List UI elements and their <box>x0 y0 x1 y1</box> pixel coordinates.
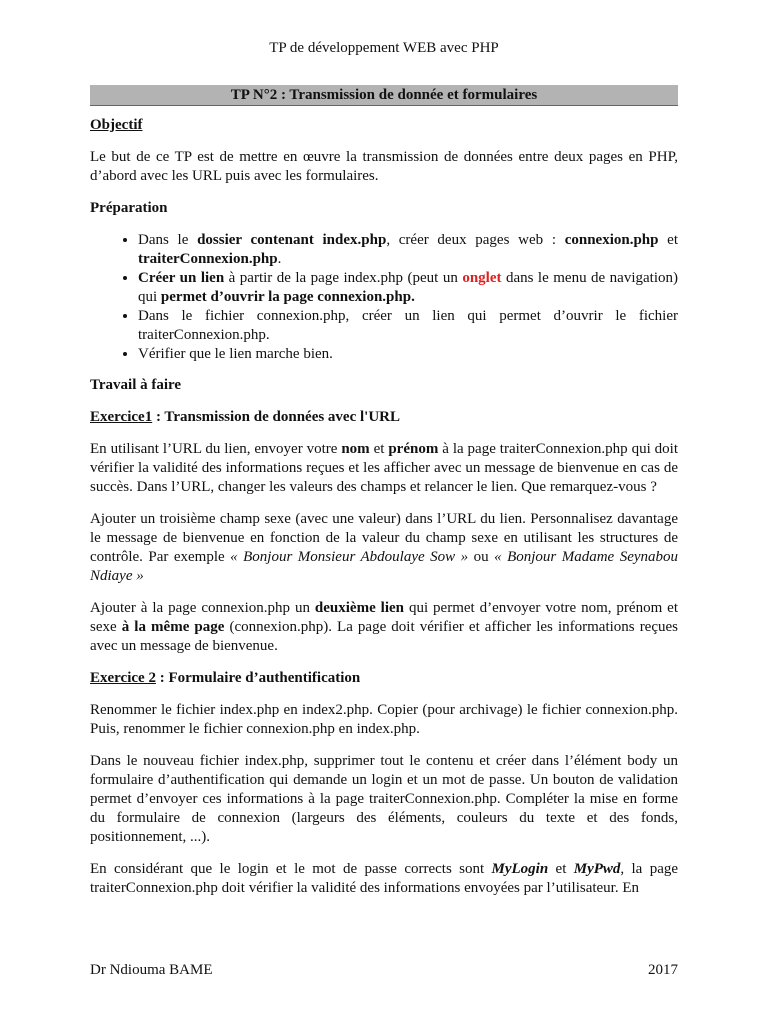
list-item: • Vérifier que le lien marche bien. <box>138 345 678 364</box>
exercise1-paragraph-3: Ajouter à la page connexion.php un deuxième lien qui permet d’envoyer votre nom, prénom et sexe à la même page (connexion.php). La page doit vérifier et afficher les informations reçues avec un message de bienvenue. <box>90 600 679 654</box>
preparation-heading: Préparation <box>90 200 168 216</box>
list-item: • Dans le fichier connexion.php, créer un lien qui permet d’ouvrir le fichier traiterConnexion.php. <box>138 307 678 345</box>
exercise2-paragraph-1: Renommer le fichier index.php en index2.php. Copier (pour archivage) le fichier connexion.php. Puis, renommer le fichier connexion.php en index.php. <box>90 702 678 737</box>
list-item: • Créer un lien à partir de la page index.php (peut un onglet dans le menu de navigation) qui permet d’ouvrir la page connexion.php. <box>138 269 678 307</box>
exercise2-heading: Exercice 2 : Formulaire d’authentification <box>90 670 361 686</box>
exercise1-heading: Exercice1 : Transmission de données avec l'URL <box>90 409 401 425</box>
footer-year: 2017 <box>648 962 678 978</box>
list-item: • Dans le dossier contenant index.php, créer deux pages web : connexion.php et traiterConnexion.php. <box>138 231 678 269</box>
document-body <box>90 116 678 911</box>
travail-heading: Travail à faire <box>90 377 182 393</box>
page-header: TP de développement WEB avec PHP <box>269 40 499 56</box>
exercise1-paragraph-2: Ajouter un troisième champ sexe (avec une valeur) dans l’URL du lien. Personnalisez davantage le message de bienvenue en fonction de la valeur du champ sexe en utilisant les structures de contrôle. Par exemple « Bonjour Monsieur Abdoulaye Sow » ou « Bonjour Madame Seynabou Ndiaye » <box>90 511 679 584</box>
document-page <box>90 0 678 1024</box>
exercise2-paragraph-3: En considérant que le login et le mot de passe corrects sont MyLogin et MyPwd, la page traiterConnexion.php doit vérifier la validité des informations envoyées par l’utilisateur. En <box>90 861 679 896</box>
page-title: TP N°2 : Transmission de donnée et formulaires <box>90 85 678 106</box>
exercise1-paragraph-1: En utilisant l’URL du lien, envoyer votre nom et prénom à la page traiterConnexion.php qui doit vérifier la validité des informations reçues et les afficher avec un message de bienvenue en cas de succès. Dans l’URL, changer les valeurs des champs et relancer le lien. Que remarquez-vous ? <box>90 441 678 495</box>
onglet-highlight: onglet <box>462 270 502 286</box>
objectif-heading: Objectif <box>90 117 143 133</box>
footer-author: Dr Ndiouma BAME <box>90 962 213 978</box>
preparation-list <box>90 231 678 364</box>
objectif-text: Le but de ce TP est de mettre en œuvre la transmission de données entre deux pages en PHP, d’abord avec les URL puis avec les formulaires. <box>90 149 678 184</box>
exercise2-paragraph-2: Dans le nouveau fichier index.php, supprimer tout le contenu et créer dans l’élément body un formulaire d’authentification qui demande un login et un mot de passe. Un bouton de validation permet d’envoyer ces informations à la page traiterConnexion.php. Compléter la mise en forme du formulaire de connexion (largeurs des éléments, couleurs du texte et des fonds, positionnement, ...). <box>90 753 678 845</box>
